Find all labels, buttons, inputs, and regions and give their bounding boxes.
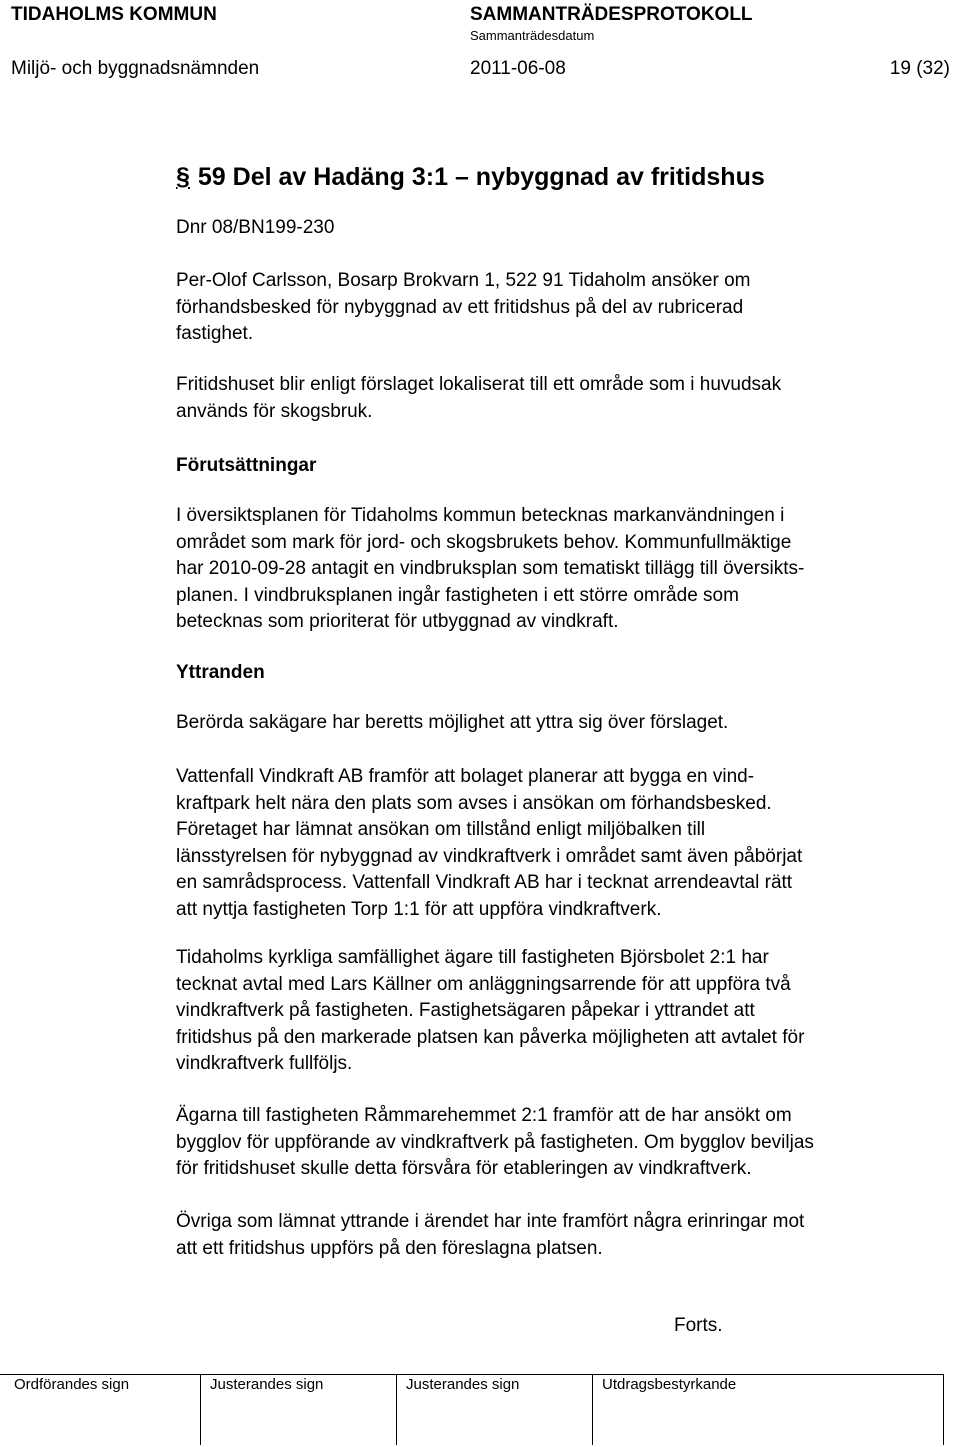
- paragraph-line: Ägarna till fastigheten Råmmarehemmet 2:1 framför att de har ansökt om: [176, 1105, 792, 1126]
- paragraph-line: I översiktsplanen för Tidaholms kommun betecknas markanvändningen i: [176, 505, 785, 526]
- heading-forutsattningar: Förutsättningar: [176, 455, 317, 476]
- page-number: 19 (32): [889, 58, 950, 79]
- paragraph-line: förhandsbesked för nybyggnad av ett fritidshus på del av rubricerad: [176, 296, 744, 318]
- paragraph-application: [176, 268, 946, 348]
- paragraph-rammarehemmet: [176, 1103, 946, 1183]
- paragraph-line: bygglov för uppförande av vindkraftverk på fastigheten. Om bygglov beviljas: [176, 1131, 814, 1153]
- paragraph-line: används för skogsbruk.: [176, 400, 373, 422]
- paragraph-vattenfall: [176, 764, 946, 923]
- paragraph-line: betecknas som prioriterat för utbyggnad av vindkraft.: [176, 611, 619, 632]
- paragraph-stakeholders: [176, 710, 946, 737]
- paragraph-line: vindkraftverk på fastigheten. Fastighetsägaren påpekar i yttrandet att: [176, 1000, 755, 1021]
- paragraph-line: Per-Olof Carlsson, Bosarp Brokvarn 1, 522 91 Tidaholm ansöker om: [176, 270, 751, 291]
- document-type: SAMMANTRÄDESPROTOKOLL: [470, 4, 753, 25]
- paragraph-line: att nyttja fastigheten Torp 1:1 för att uppföra vindkraftverk.: [176, 898, 662, 920]
- board-name: Miljö- och byggnadsnämnden: [11, 58, 260, 79]
- paragraph-line: vindkraftverk fullföljs.: [176, 1053, 353, 1074]
- section-mark: §: [176, 163, 190, 191]
- paragraph-line: har 2010-09-28 antagit en vindbruksplan som tematiskt tillägg till översikts-: [176, 558, 805, 579]
- paragraph-conditions: [176, 503, 946, 636]
- paragraph-location: [176, 372, 946, 425]
- signature-label-chair: Ordförandes sign: [14, 1376, 130, 1393]
- paragraph-line: fastighet.: [176, 323, 254, 344]
- case-number: Dnr 08/BN199-230: [176, 217, 335, 238]
- paragraph-line: fritidshus på den markerade platsen kan påverka möjligheten att avtalet för: [176, 1026, 805, 1048]
- date-label: Sammanträdesdatum: [470, 28, 595, 43]
- paragraph-line: en samrådsprocess. Vattenfall Vindkraft AB har i tecknat arrendeavtal rätt: [176, 872, 793, 893]
- paragraph-line: länsstyrelsen för nybyggnad av vindkraftverk i området samt även påbörjat: [176, 845, 803, 867]
- signature-label-adjuster-1: Justerandes sign: [210, 1376, 324, 1393]
- organization-name: TIDAHOLMS KOMMUN: [11, 4, 217, 25]
- paragraph-church: [176, 945, 946, 1078]
- section-title: 59 Del av Hadäng 3:1 – nybyggnad av fritidshus: [197, 163, 765, 191]
- paragraph-line: Företaget har lämnat ansökan om tillstånd enligt miljöbalken till: [176, 819, 706, 840]
- paragraph-line: planen. I vindbruksplanen ingår fastigheten i ett större område som: [176, 584, 739, 606]
- paragraph-line: Övriga som lämnat yttrande i ärendet har inte framfört några erinringar mot: [176, 1211, 805, 1232]
- paragraph-line: tecknat avtal med Lars Källner om anläggningsarrende för att uppföra två: [176, 973, 791, 995]
- page-title: [176, 163, 765, 192]
- paragraph-line: för fritidshuset skulle detta försvåra för etableringen av vindkraftverk.: [176, 1158, 752, 1179]
- paragraph-line: Tidaholms kyrkliga samfällighet ägare till fastigheten Björsbolet 2:1 har: [176, 947, 769, 968]
- paragraph-line: Vattenfall Vindkraft AB framför att bolaget planerar att bygga en vind-: [176, 766, 755, 787]
- continuation-note: Forts.: [674, 1315, 723, 1336]
- paragraph-line: Berörda sakägare har beretts möjlighet att yttra sig över förslaget.: [176, 712, 729, 733]
- signature-label-certification: Utdragsbestyrkande: [602, 1376, 737, 1393]
- paragraph-others: [176, 1209, 946, 1262]
- paragraph-line: kraftpark helt nära den plats som avses i ansökan om förhandsbesked.: [176, 792, 772, 814]
- signature-label-adjuster-2: Justerandes sign: [406, 1376, 520, 1393]
- heading-yttranden: Yttranden: [176, 662, 265, 683]
- paragraph-line: Fritidshuset blir enligt förslaget lokaliserat till ett område som i huvudsak: [176, 374, 782, 395]
- paragraph-line: att ett fritidshus uppförs på den föreslagna platsen.: [176, 1237, 603, 1259]
- paragraph-line: området som mark för jord- och skogsbrukets behov. Kommunfullmäktige: [176, 531, 792, 553]
- meeting-date: 2011-06-08: [470, 58, 566, 79]
